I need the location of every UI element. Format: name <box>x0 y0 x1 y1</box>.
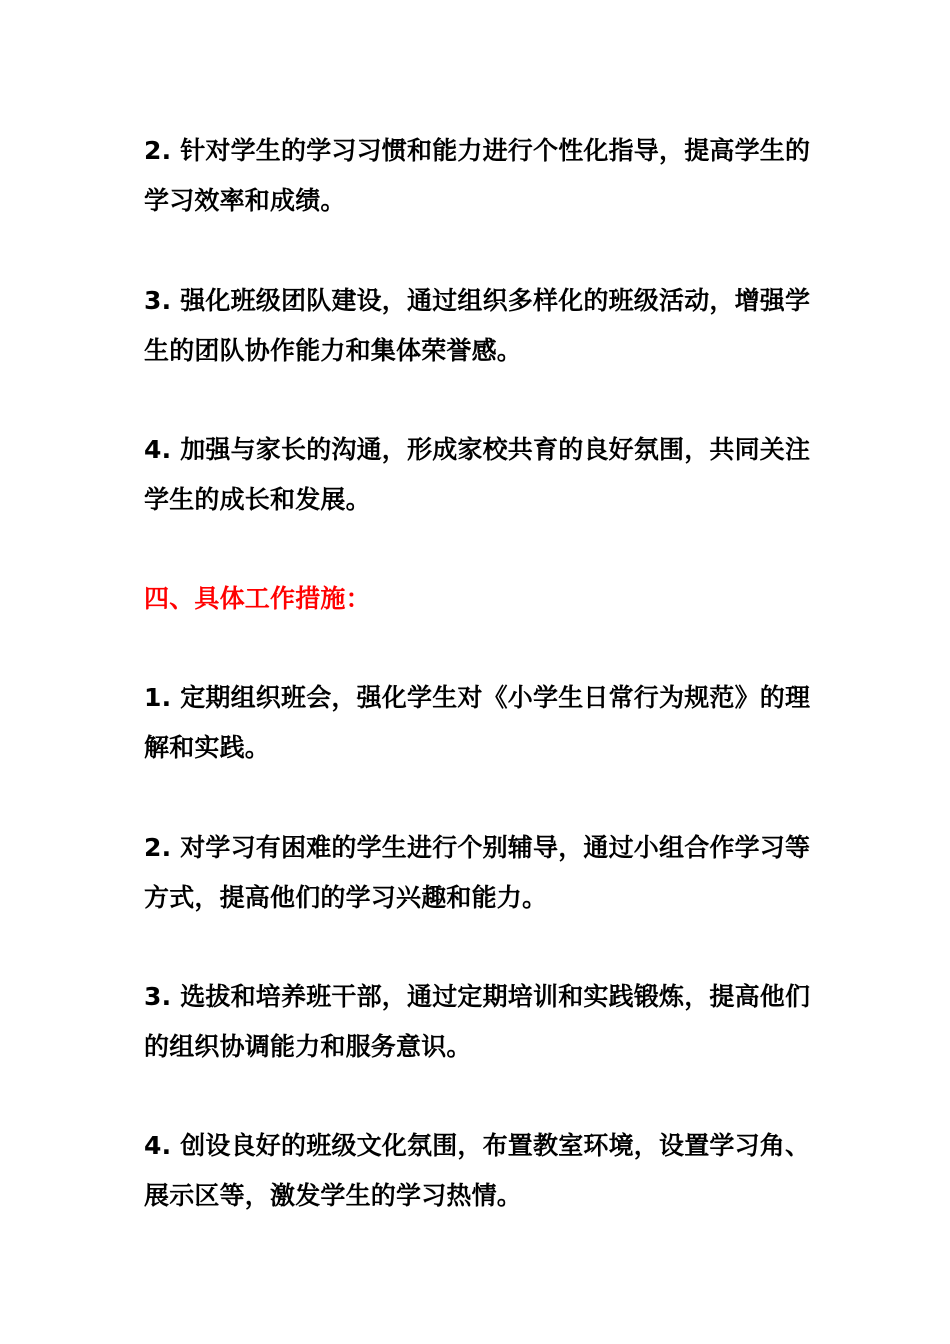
paragraph-goal-2: 2. 针对学生的学习习惯和能力进行个性化指导，提高学生的学习效率和成绩。 <box>144 136 811 215</box>
paragraph-goal-3: 3. 强化班级团队建设，通过组织多样化的班级活动，增强学生的团队协作能力和集体荣誉感。 <box>144 286 811 365</box>
section-heading: 四、具体工作措施： <box>144 584 371 613</box>
paragraph-measure-3: 3. 选拔和培养班干部，通过定期培训和实践锻炼，提高他们的组织协调能力和服务意识。 <box>144 982 811 1061</box>
paragraph-measure-4: 4. 创设良好的班级文化氛围，布置教室环境，设置学习角、展示区等，激发学生的学习热情。 <box>144 1131 811 1210</box>
paragraph-measure-1: 1. 定期组织班会，强化学生对《小学生日常行为规范》的理解和实践。 <box>144 683 811 762</box>
paragraph-goal-4: 4. 加强与家长的沟通，形成家校共育的良好氛围，共同关注学生的成长和发展。 <box>144 435 811 514</box>
paragraph-measure-2: 2. 对学习有困难的学生进行个别辅导，通过小组合作学习等方式，提高他们的学习兴趣和能力。 <box>144 833 811 912</box>
